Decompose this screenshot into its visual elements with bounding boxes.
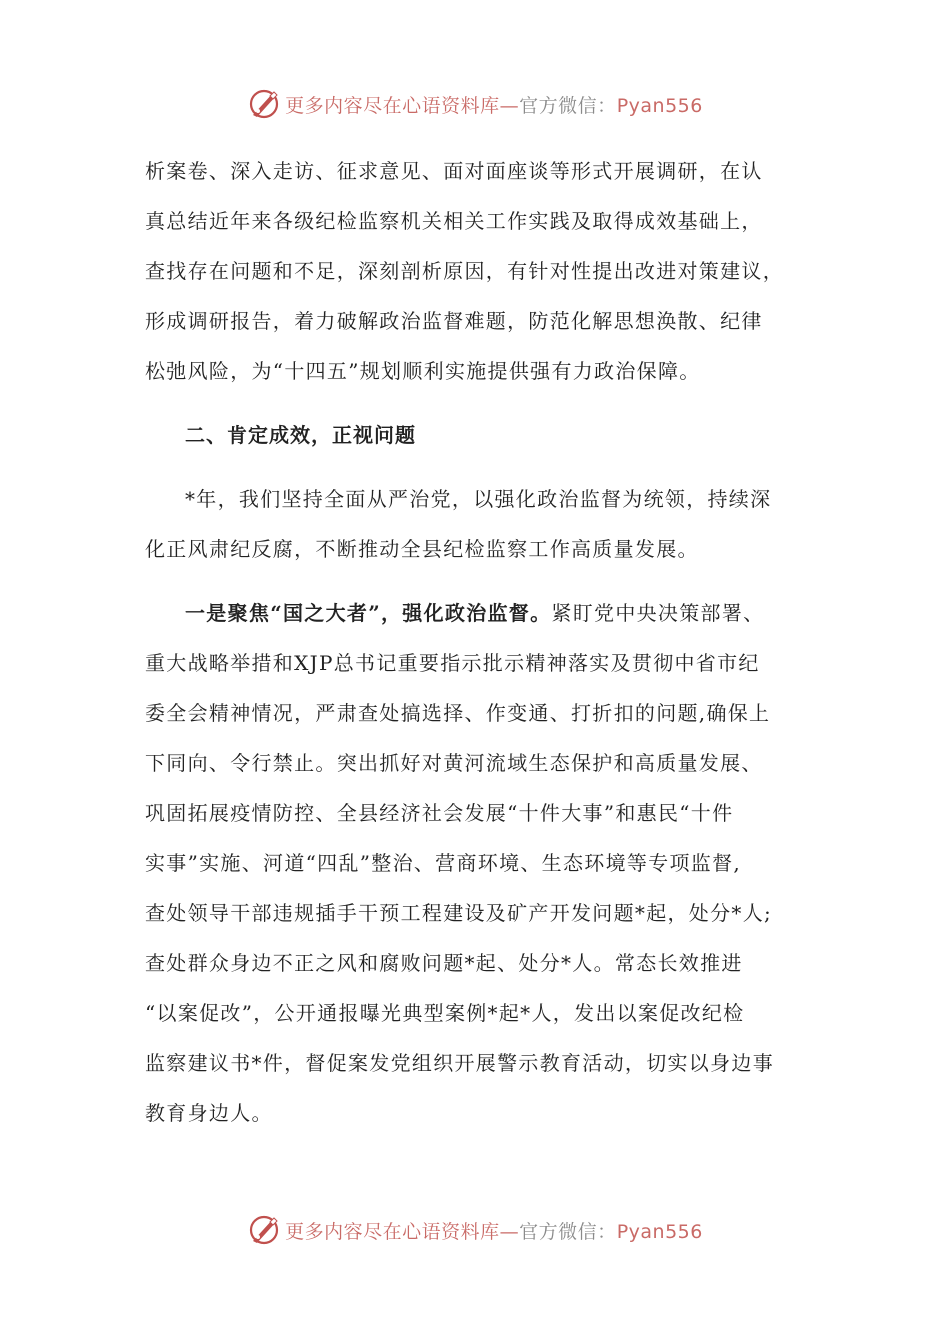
quill-logo-icon — [247, 87, 281, 121]
paragraph-bold-lead: 一是聚焦“国之大者”，强化政治监督。 — [185, 601, 552, 625]
paragraph-line: 松弛风险，为“十四五”规划顺利实施提供强有力政治保障。 — [145, 359, 701, 383]
section-heading: 二、肯定成效，正视问题 — [185, 423, 416, 447]
spacer — [145, 396, 810, 410]
paragraph-3 — [145, 588, 810, 1138]
paragraph-line: 查处群众身边不正之风和腐败问题*起、处分*人。常态长效推进 — [145, 951, 743, 975]
paragraph-line: 形成调研报告，着力破解政治监督难题，防范化解思想涣散、纪律 — [145, 309, 763, 333]
header-banner — [0, 84, 950, 124]
paragraph-line: “以案促改”，公开通报曝光典型案例*起*人，发出以案促改纪检 — [145, 1001, 745, 1025]
paragraph-line: 教育身边人。 — [145, 1101, 273, 1125]
banner-wechat-label: 官方微信： — [519, 1220, 617, 1243]
banner-title: 更多内容尽在心语资料库 — [285, 94, 500, 117]
paragraph-line: 化正风肃纪反腐，不断推动全县纪检监察工作高质量发展。 — [145, 537, 699, 561]
banner-wechat-id: Pyan556 — [616, 94, 703, 117]
spacer — [145, 460, 810, 474]
banner-wechat-label: 官方微信： — [519, 94, 617, 117]
paragraph-line: 查处领导干部违规插手干预工程建设及矿产开发问题*起，处分*人; — [145, 901, 773, 925]
spacer — [145, 574, 810, 588]
banner-title: 更多内容尽在心语资料库 — [285, 1220, 500, 1243]
paragraph-line: 监察建议书*件，督促案发党组织开展警示教育活动，切实以身边事 — [145, 1051, 774, 1075]
banner-dash: — — [499, 94, 520, 117]
footer-banner — [0, 1210, 950, 1250]
paragraph-line: 实事”实施、河道“四乱”整治、营商环境、生态环境等专项监督, — [145, 851, 742, 875]
paragraph-line: 查找存在问题和不足，深刻剖析原因，有针对性提出改进对策建议， — [145, 259, 784, 283]
paragraph-line: 真总结近年来各级纪检监察机关相关工作实践及取得成效基础上， — [145, 209, 763, 233]
banner-text — [285, 1217, 703, 1244]
document-body — [145, 146, 810, 1138]
paragraph-line: 委全会精神情况，严肃查处搞选择、作变通、打折扣的问题,确保上 — [145, 701, 771, 725]
banner-wechat-id: Pyan556 — [616, 1220, 703, 1243]
paragraph-line: 下同向、令行禁止。突出抓好对黄河流域生态保护和高质量发展、 — [145, 751, 763, 775]
quill-logo-icon — [247, 1213, 281, 1247]
banner-text — [285, 91, 703, 118]
banner-dash: — — [499, 1220, 520, 1243]
paragraph-lead-rest: 紧盯党中央决策部署、 — [551, 601, 765, 625]
paragraph-line: *年，我们坚持全面从严治党，以强化政治监督为统领，持续深 — [185, 487, 772, 511]
paragraph-2 — [145, 474, 810, 574]
paragraph-line: 重大战略举措和XJP总书记重要指示批示精神落实及贯彻中省市纪 — [145, 651, 760, 675]
paragraph-line: 析案卷、深入走访、征求意见、面对面座谈等形式开展调研，在认 — [145, 159, 763, 183]
paragraph-line: 巩固拓展疫情防控、全县经济社会发展“十件大事”和惠民“十件 — [145, 801, 734, 825]
paragraph-1 — [145, 146, 810, 396]
paragraph-first-line — [145, 588, 810, 638]
